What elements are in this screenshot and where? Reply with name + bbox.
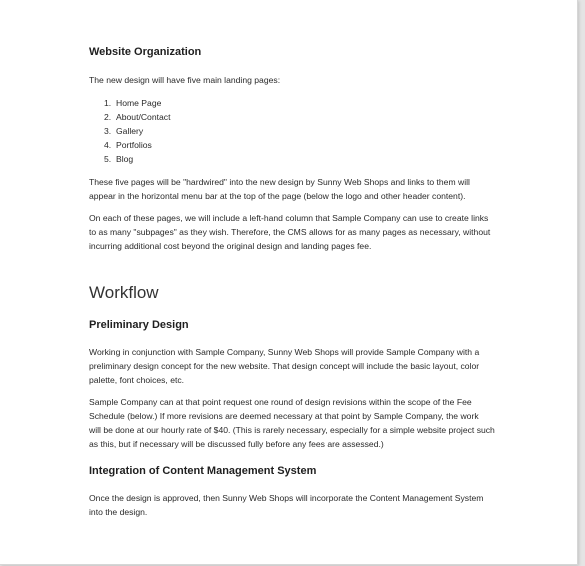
- list-item: 4. Portfolios: [104, 140, 152, 150]
- website-organization-heading: Website Organization: [89, 46, 202, 58]
- list-item: 3. Gallery: [104, 126, 144, 136]
- list-item: 2. About/Contact: [104, 112, 171, 122]
- list-item: 5. Blog: [104, 154, 134, 164]
- subpages-paragraph: On each of these pages, we will include a left-hand column that Sample Company can use to create links to as many "subpages" as they wish. Therefore, the CMS allows for as many pages as necessary, without incurring additional cost beyond the original design and landing pages fee.: [89, 213, 491, 251]
- landing-pages-list: [89, 96, 509, 166]
- document-content: [89, 44, 509, 519]
- hardwired-paragraph: These five pages will be "hardwired" into the new design by Sunny Web Shops and links to them will appear in the horizontal menu bar at the top of the page (below the logo and other header content).: [89, 177, 470, 201]
- list-item: 1. Home Page: [104, 98, 162, 108]
- design-revisions-paragraph: Sample Company can at that point request one round of design revisions within the scope of the Fee Schedule (below.) If more revisions are deemed necessary at that point by Sample Company, the work will be done at our hourly rate of $40. (This is rarely necessary, especially for a simple website project such as this, but if necessary will be discussed fully before any fees are assessed.): [89, 397, 495, 449]
- preliminary-design-paragraph: Working in conjunction with Sample Company, Sunny Web Shops will provide Sample Company with a preliminary design concept for the new website. That design concept will include the basic layout, color palette, font choices, etc.: [89, 347, 480, 385]
- landing-pages-intro: The new design will have five main landing pages:: [89, 75, 281, 85]
- cms-integration-paragraph: Once the design is approved, then Sunny Web Shops will incorporate the Content Management System into the design.: [89, 493, 484, 517]
- cms-integration-heading: Integration of Content Management System: [89, 465, 317, 477]
- preliminary-design-heading: Preliminary Design: [89, 319, 189, 331]
- workflow-heading: Workflow: [89, 283, 159, 302]
